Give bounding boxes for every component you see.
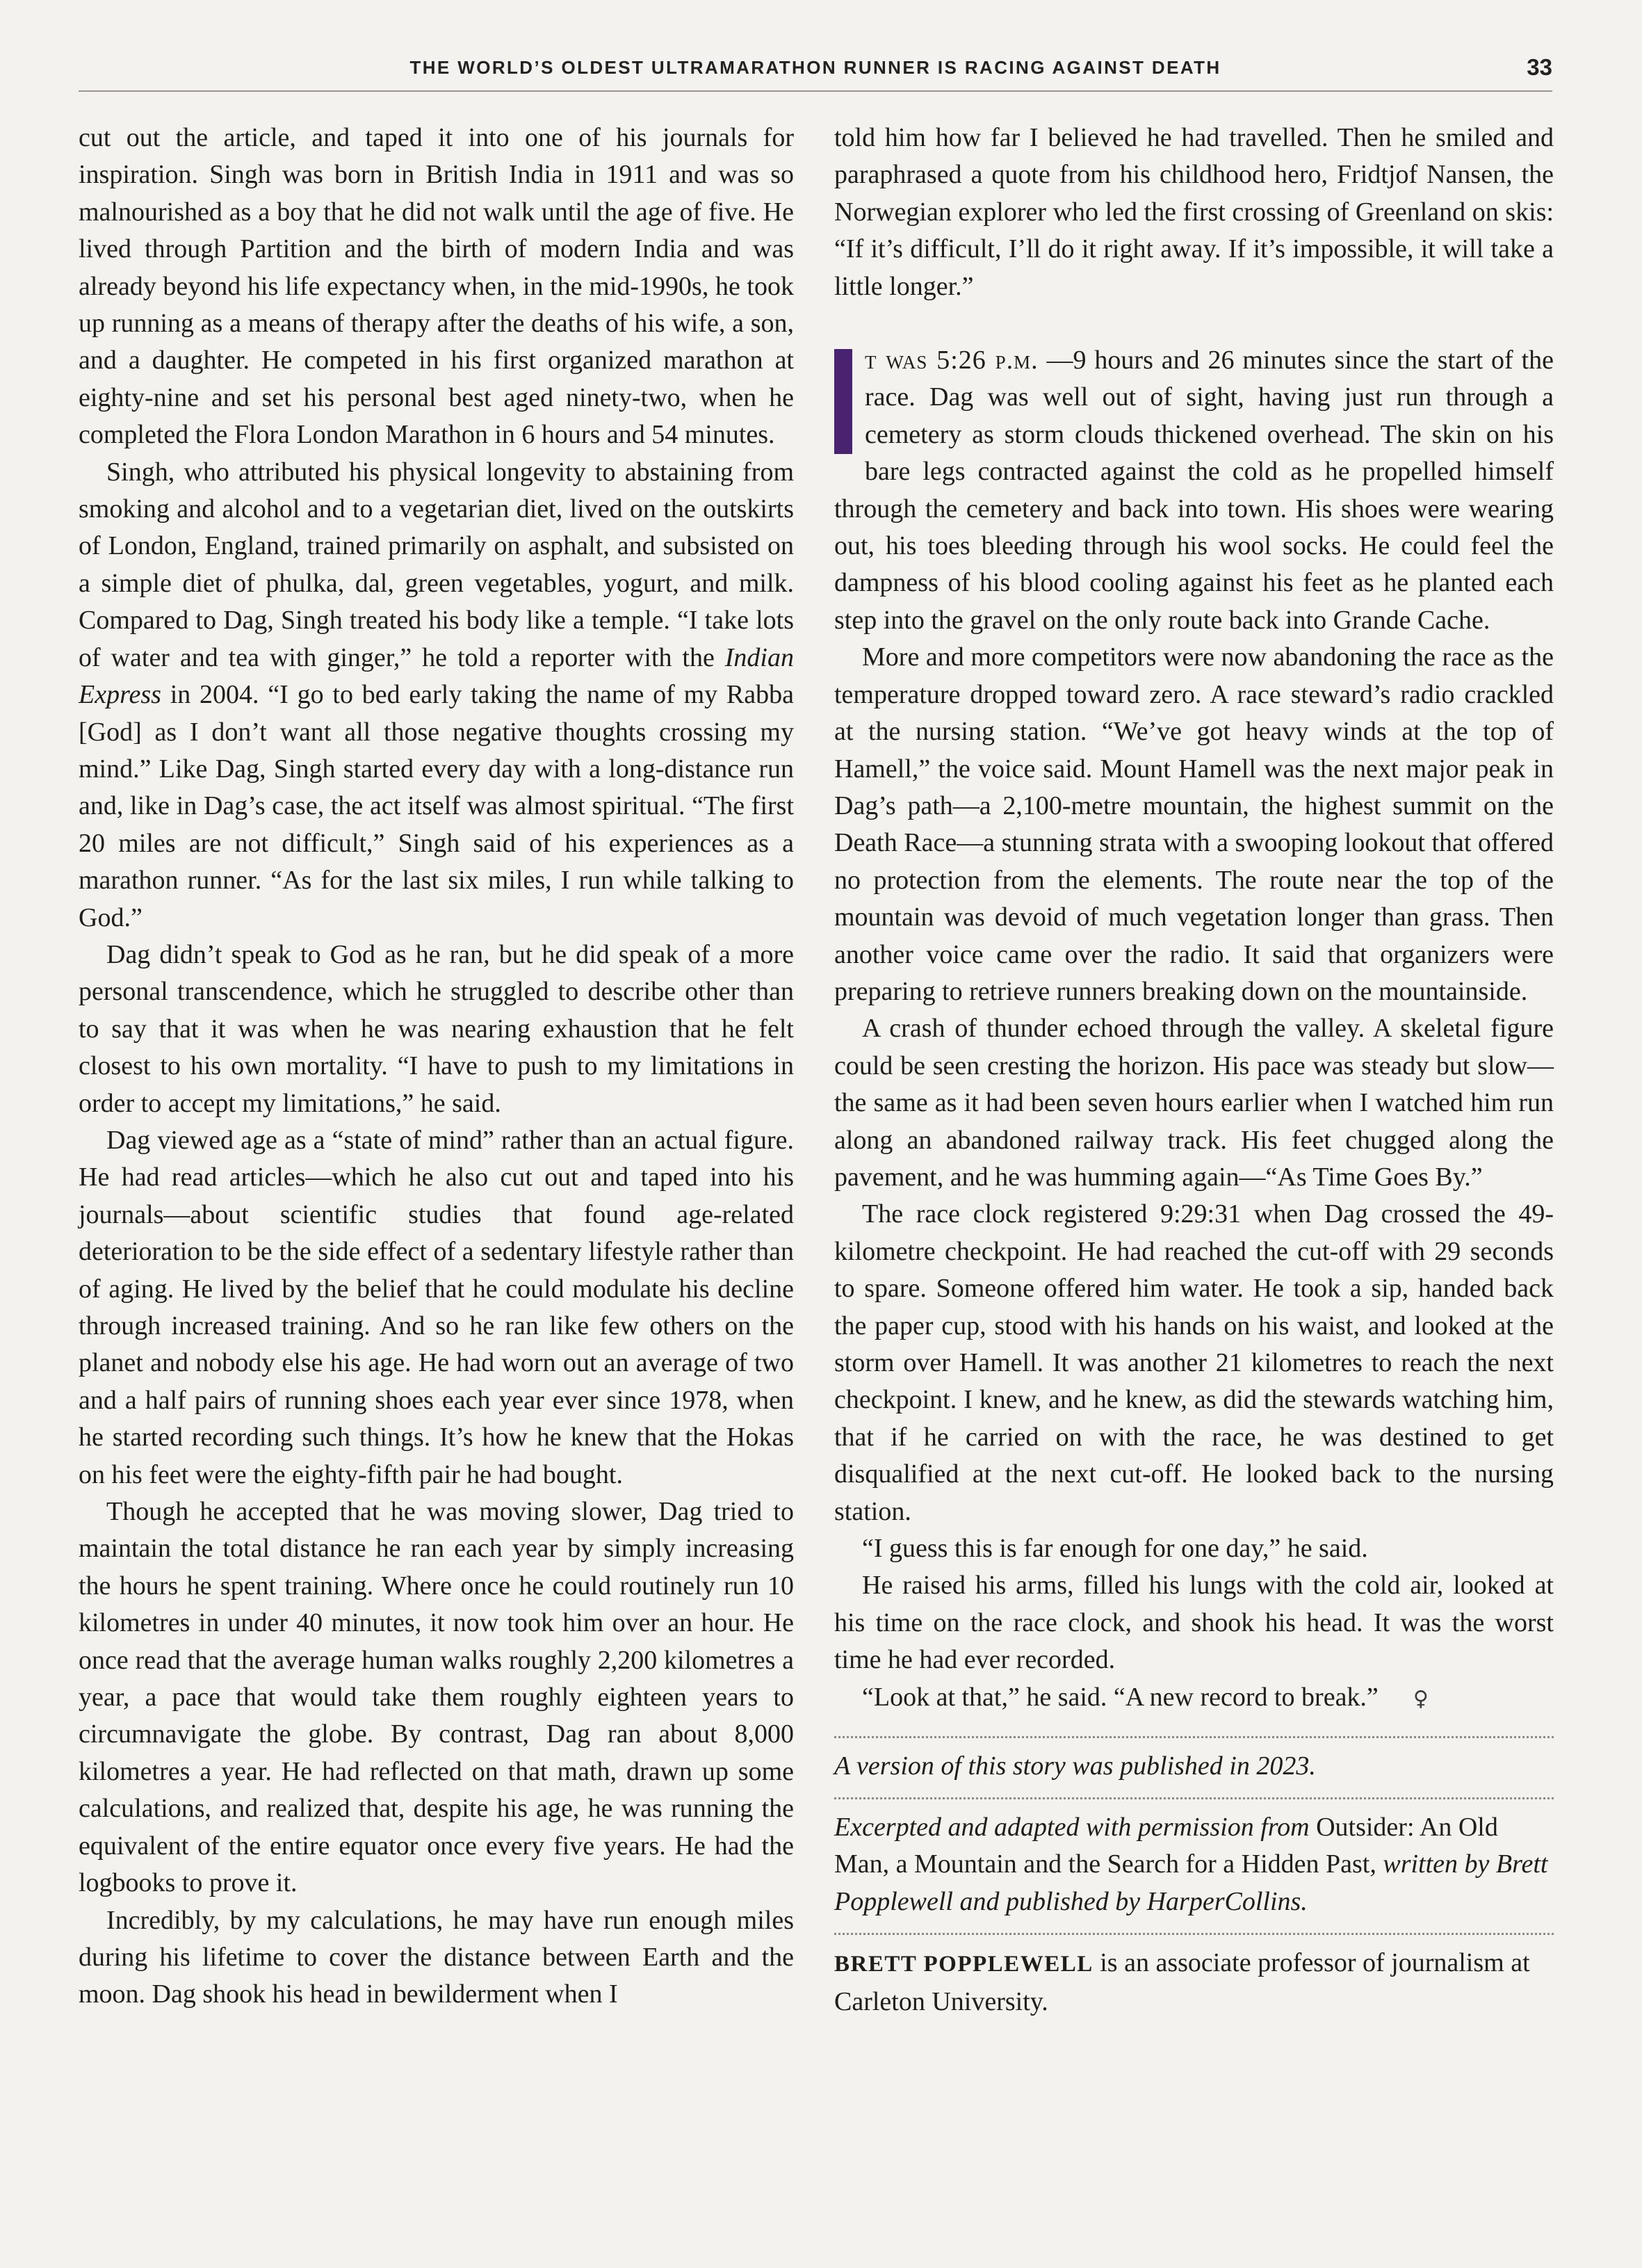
page-number: 33: [1527, 54, 1552, 80]
paragraph: He raised his arms, filled his lungs with the cold air, looked at his time on the race clock, and shook his head. It was the worst time he had ever recorded.: [834, 1571, 1554, 1675]
paragraph: Singh, who attributed his physical longevity to abstaining from smoking and alcohol and to a vegetarian diet, lived on the outskirts of London, England, trained primarily on asphalt, and subsisted on a simple diet of phulka, dal, green vegetables, yogurt, and milk. Compared to Dag, Singh treated his body like a temple. “I take lots of water and tea with ginger,” he told a reporter with the Indian Express in 2004. “I go to bed early taking the name of my Rabba [God] as I don’t want all those negative thoughts crossing my mind.” Like Dag, Singh started every day with a long-distance run and, like in Dag’s case, the act itself was almost spiritual. “The first 20 miles are not difficult,” Singh said of his experiences as a marathon runner. “As for the last six miles, I run while talking to God.”: [79, 457, 794, 932]
section-lead-in: t was 5:26 p.m.: [865, 346, 1039, 375]
author-name: BRETT POPPLEWELL: [834, 1952, 1094, 1977]
publication-note: A version of this story was published in 2023.: [834, 1736, 1554, 1797]
right-column: [834, 120, 1554, 2033]
end-mark-icon: ♀: [1413, 1687, 1429, 1712]
paragraph: “I guess this is far enough for one day,” he said.: [862, 1534, 1368, 1564]
drop-cap-bar: [834, 349, 852, 454]
paragraph: Incredibly, by my calculations, he may have run enough miles during his lifetime to cover the distance between Earth and the moon. Dag shook his head in bewilderment when I: [79, 1905, 794, 2009]
publication-name: Indian Express: [79, 642, 794, 710]
paragraph: Though he accepted that he was moving slower, Dag tried to maintain the total distance he ran each year by simply increasing the hours he spent training. Where once he could routinely run 10 kilometres in under 40 minutes, it now took him over an hour. He once read that the average human walks roughly 2,200 kilometres a year, a pace that would take them roughly eighteen years to circumnavigate the globe. By contrast, Dag ran about 8,000 kilometres a year. He had reflected on that math, drawn up some calculations, and realized that, despite his age, he was running the equivalent of the entire equator once every five years. He had the logbooks to prove it.: [79, 1497, 794, 1898]
paragraph: “Look at that,” he said. “A new record to break.” ♀: [834, 1679, 1554, 1718]
section-opening-paragraph: t was 5:26 p.m. —9 hours and 26 minutes since the start of the race. Dag was well out of sight, having just run through a cemetery as storm clouds thickened overhead. The skin on his bare legs contracted against the cold as he propelled himself through the cemetery and back into town. His shoes were wearing out, his toes bleeding through his wool socks. He could feel the dampness of his blood cooling against his feet as he planted each step into the gravel on the only route back into Grande Cache.: [834, 346, 1554, 635]
paragraph: Dag didn’t speak to God as he ran, but he did speak of a more personal transcendence, which he struggled to describe other than to say that it was when he was nearing exhaustion that he felt closest to his own mortality. “I have to push to my limitations in order to accept my limitations,” he said.: [79, 939, 794, 1118]
paragraph: Dag viewed age as a “state of mind” rather than an actual figure. He had read articles—which he also cut out and taped into his journals—about scientific studies that found age-related deterioration to be the side effect of a sedentary lifestyle rather than of aging. He lived by the belief that he could modulate his decline through increased training. And so he ran like few others on the planet and nobody else his age. He had worn out an average of two and a half pairs of running shoes each year ever since 1978, when he started recording such things. It’s how he knew that the Hokas on his feet were the eighty-fifth pair he had bought.: [79, 1125, 794, 1489]
paragraph: told him how far I believed he had travelled. Then he smiled and paraphrased a quote from his childhood hero, Fridtjof Nansen, the Norwegian explorer who led the first crossing of Greenland on skis: “If it’s difficult, I’ll do it right away. If it’s impossible, it will take a little longer.”: [834, 123, 1554, 301]
book-title: Outsider: An Old Man, a Mountain and the Search for a Hidden Past: [834, 1813, 1498, 1879]
running-title: THE WORLD’S OLDEST ULTRAMARATHON RUNNER IS RACING AGAINST DEATH: [409, 57, 1221, 78]
running-header: [79, 54, 1552, 92]
paragraph: cut out the article, and taped it into one of his journals for inspiration. Singh was born in British India in 1911 and was so malnourished as a boy that he did not walk until the age of five. He lived through Partition and the birth of modern India and was already beyond his life expectancy when, in the mid-1990s, he took up running as a means of therapy after the deaths of his wife, a son, and a daughter. He competed in his first organized marathon at eighty-nine and set his personal best aged ninety-two, when he completed the Flora London Marathon in 6 hours and 54 minutes.: [79, 123, 794, 450]
paragraph: The race clock registered 9:29:31 when Dag crossed the 49-kilometre checkpoint. He had reached the cut-off with 29 seconds to spare. Someone offered him water. He took a sip, handed back the paper cup, stood with his hands on his waist, and looked at the storm over Hamell. It was another 21 kilometres to reach the next checkpoint. I knew, and he knew, as did the stewards watching him, that if he carried on with the race, he was destined to get disqualified at the next cut-off. He looked back to the nursing station.: [834, 1199, 1554, 1526]
excerpt-credit: Excerpted and adapted with permission from Outsider: An Old Man, a Mountain and the Search for a Hidden Past, written by Brett Popplewell and published by HarperCollins.: [834, 1797, 1554, 1933]
paragraph: A crash of thunder echoed through the valley. A skeletal figure could be seen cresting the horizon. His pace was steady but slow—the same as it had been seven hours earlier when I watched him run along an abandoned railway track. His feet chugged along the pavement, and he was humming again—“As Time Goes By.”: [834, 1014, 1554, 1192]
author-bio: BRETT POPPLEWELL is an associate professor of journalism at Carleton University.: [834, 1933, 1554, 2033]
paragraph: More and more competitors were now abandoning the race as the temperature dropped toward zero. A race steward’s radio crackled at the nursing station. “We’ve got heavy winds at the top of Hamell,” the voice said. Mount Hamell was the next major peak in Dag’s path—a 2,100-metre mountain, the highest summit on the Death Race—a stunning strata with a swooping lookout that offered no protection from the elements. The route near the top of the mountain was devoid of much vegetation longer than grass. Then another voice came over the radio. It said that organizers were preparing to retrieve runners breaking down on the mountainside.: [834, 642, 1554, 1006]
left-column: [79, 120, 794, 2014]
